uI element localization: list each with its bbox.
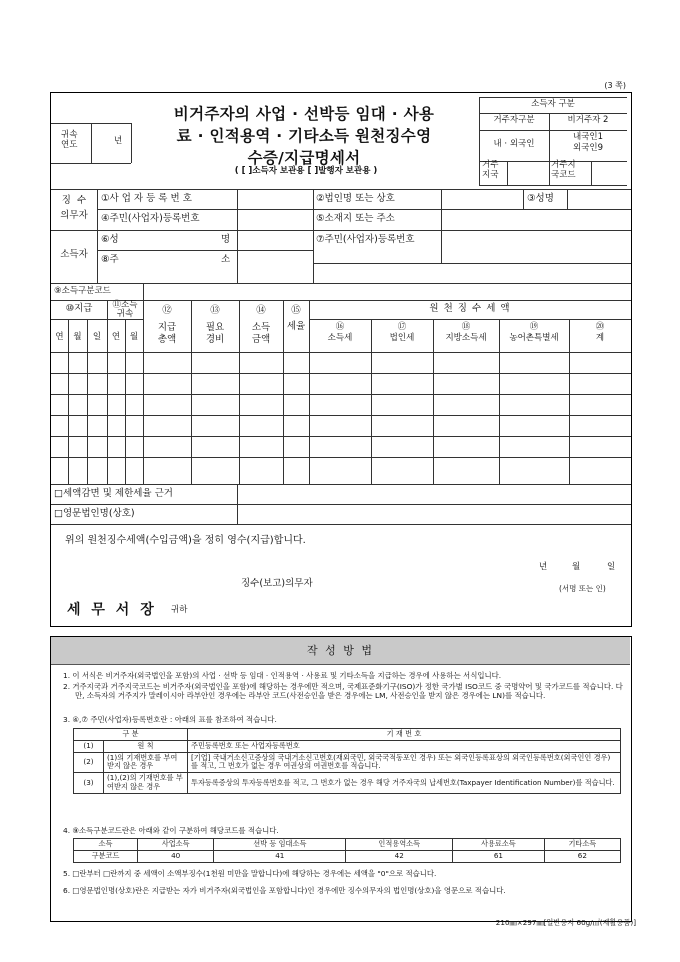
table-row: [74, 839, 621, 851]
instruction-2: 2. 거주지국과 거주지국코드는 비거주자(외국법인을 포함)에 해당하는 경우에만 적으며, 국제표준화기구(ISO)가 정한 국가별 ISO코드 중 국명약어 및 국가코드를 적습니다. 다만, 소득자의 거주지가 말레이시아 라부안인 경우에는 라부안 코드(사전승인을 받은 경우에는 LM, 사전승인을 받지 않은 경우에는 LN)를 적습니다.: [63, 682, 623, 701]
attr-col-month: 월: [129, 332, 139, 342]
payer-resident-number-label: ④주민(사업자)등록번호: [101, 213, 200, 224]
instruction-3: 3. ④,⑦ 주민(사업자)등록번호란 : 아래의 표를 참조하여 적습니다.: [63, 715, 277, 724]
paper-spec-footer: 210㎜×297㎜[일반용지 60g/㎡(재활용품)]: [495, 918, 636, 927]
pay-date-header: ⑩지급: [65, 303, 93, 314]
expenses-num: ⑬: [210, 305, 220, 316]
tax-col-local-tax: 지방소득세: [445, 333, 487, 343]
instructions-title: 작 성 방 법: [51, 637, 630, 665]
date-day: 일: [607, 562, 616, 572]
withholder-label: 징수(보고)의무자: [241, 578, 313, 589]
foreign-code: 외국인9: [572, 143, 604, 153]
table-cell: 61: [453, 850, 545, 862]
table-cell: 62: [544, 850, 620, 862]
table-row: [74, 850, 621, 862]
income-amount-num: ⑭: [256, 305, 266, 316]
table-cell: (1): [74, 740, 104, 752]
withholding-tax-header: 원 천 징 수 세 액: [429, 303, 511, 314]
table-row: [74, 740, 621, 752]
tax-col-num-4: ⑲: [529, 322, 539, 332]
payer-label: 징 수 의무자: [60, 195, 88, 221]
recipient-resident-number-label: ⑦주민(사업자)등록번호: [316, 234, 415, 245]
income-amount-header: 소득 금액: [251, 322, 271, 345]
nonresident-code: 비거주자 2: [567, 115, 609, 125]
table-cell: 41: [214, 850, 346, 862]
date-col-day: 일: [92, 332, 102, 342]
form-title: 비거주자의 사업 · 선박등 임대 · 사용 료 · 인적용역 · 기타소득 원천징수영 수증/지급명세서: [173, 105, 435, 167]
date-col-month: 월: [73, 332, 82, 342]
tax-col-num-3: ⑱: [461, 322, 471, 332]
recipient-address-label-left: ⑧주: [101, 254, 119, 265]
table-row: [74, 729, 621, 741]
recipient-name-label-left: ⑥성: [101, 234, 119, 245]
tax-col-num-1: ⑯: [335, 322, 345, 332]
table-cell: (2): [74, 752, 104, 773]
table-cell: 42: [346, 850, 453, 862]
table-cell: 40: [138, 850, 214, 862]
withholding-receipt-form: [50, 92, 632, 627]
income-person-type: 소득자 구분: [531, 99, 575, 109]
id-number-table: [73, 728, 621, 794]
income-code-table: [73, 838, 621, 863]
tax-office: 세 무 서 장: [67, 602, 157, 618]
table-cell: 사업소득: [138, 839, 214, 851]
table-cell: [기업] 국내거소신고증상의 국내거소신고번호(재외국민, 외국국적동포인 경우) 또는 외국인등록표상의 외국인등록번호(외국인인 경우)를 적고, 그 번호가 없는 경우 여권상의 여권번호를 적습니다.: [188, 752, 621, 773]
domestic-code: 내국인1: [572, 132, 604, 142]
table-cell: (1)의 기재번호를 부여받지 않은 경우: [104, 752, 188, 773]
instruction-1: 1. 이 서식은 비거주자(외국법인을 포함)의 사업 · 선박 등 임대 · 인적용역 · 사용료 및 기타소득을 지급하는 경우에 사용하는 서식입니다.: [63, 671, 502, 680]
resident-type: 거주자구분: [493, 115, 535, 125]
tax-col-num-2: ⑰: [397, 322, 407, 332]
table-cell: 투자등록증상의 투자등록번호를 적고, 그 번호가 없는 경우 해당 거주자국의 납세번호(Taxpayer Identification Number)를 적습니다.: [188, 773, 621, 794]
table-cell: 구분코드: [74, 850, 138, 862]
year-unit: 년: [114, 136, 123, 146]
tax-col-total: 계: [595, 333, 605, 343]
table-row: [74, 773, 621, 794]
table-cell: 선박 등 임대소득: [214, 839, 346, 851]
instructions-section: [50, 636, 632, 922]
table-cell: 인적용역소득: [346, 839, 453, 851]
reduction-basis-label: □세액감면 및 제한세율 근거: [54, 488, 173, 499]
table-cell: 사용료소득: [453, 839, 545, 851]
attribution-year-label: 귀속 연도: [61, 130, 78, 150]
signature-note: (서명 또는 인): [559, 584, 606, 593]
expenses-header: 필요 경비: [205, 322, 225, 345]
income-code-label: ⑨소득구분코드: [54, 286, 111, 296]
table-row: [74, 752, 621, 773]
table-cell: 원 칙: [104, 740, 188, 752]
corporate-name-label: ②법인명 또는 상호: [316, 193, 395, 204]
table-cell: 기타소득: [544, 839, 620, 851]
tax-col-num-5: ⑳: [595, 322, 605, 332]
table-cell: (3): [74, 773, 104, 794]
table-cell: 소득: [74, 839, 138, 851]
recipient-label: 소득자: [60, 249, 88, 260]
table-header: 기 재 번 호: [188, 729, 621, 741]
tax-rate-header: 세율: [286, 321, 306, 332]
attr-col-year: 연: [111, 332, 121, 342]
tax-col-income-tax: 소득세: [327, 333, 353, 343]
recipient-address-label-right: 소: [221, 254, 231, 265]
residence-country: 거주 지국: [482, 160, 499, 180]
total-paid-header: 지급 총액: [157, 322, 177, 345]
attribution-header: ⑪소득 귀속: [112, 300, 138, 320]
payer-name-label: ③성명: [527, 193, 554, 204]
date-year: 년: [539, 562, 548, 572]
tax-col-corporate-tax: 법인세: [389, 333, 415, 343]
instruction-5: 5. □란부터 □란까지 중 세액이 소액부징수(1천원 미만을 말합니다)에 해당하는 경우에는 세액을 "0"으로 적습니다.: [63, 869, 437, 878]
instruction-6: 6. □영문법인명(상호)란은 지급받는 자가 비거주자(외국법인을 포함합니다)인 경우에만 징수의무자의 법인명(상호)을 영문으로 적습니다.: [63, 886, 506, 895]
copy-type-note: ( [ ]소득자 보관용 [ ]발행자 보관용 ): [234, 166, 378, 176]
table-cell: (1),(2)의 기재번호를 부여받지 않은 경우: [104, 773, 188, 794]
confirmation-text: 위의 원천징수세액(수입금액)을 정히 영수(지급)합니다.: [65, 535, 306, 546]
date-month: 월: [572, 562, 581, 572]
page-number: (3 쪽): [604, 81, 626, 90]
residence-country-code: 거주지 국코드: [551, 160, 576, 180]
domestic-foreign: 내 · 외국인: [493, 139, 535, 149]
table-header: 구 분: [74, 729, 188, 741]
tax-col-rural-tax: 농어촌특별세: [509, 333, 559, 343]
tax-rate-num: ⑮: [291, 305, 301, 316]
english-name-label: □영문법인명(상호): [54, 508, 135, 519]
instruction-4: 4. ⑨소득구분코드란은 아래와 같이 구분하여 해당코드를 적습니다.: [63, 826, 279, 835]
date-col-year: 연: [55, 332, 64, 342]
business-number-label: ①사 업 자 등 록 번 호: [101, 193, 192, 204]
recipient-name-label-right: 명: [221, 234, 231, 245]
table-cell: 주민등록번호 또는 사업자등록번호: [188, 740, 621, 752]
payer-address-label: ⑤소재지 또는 주소: [316, 213, 395, 224]
tax-office-suffix: 귀하: [171, 605, 188, 615]
total-paid-num: ⑫: [162, 305, 172, 316]
